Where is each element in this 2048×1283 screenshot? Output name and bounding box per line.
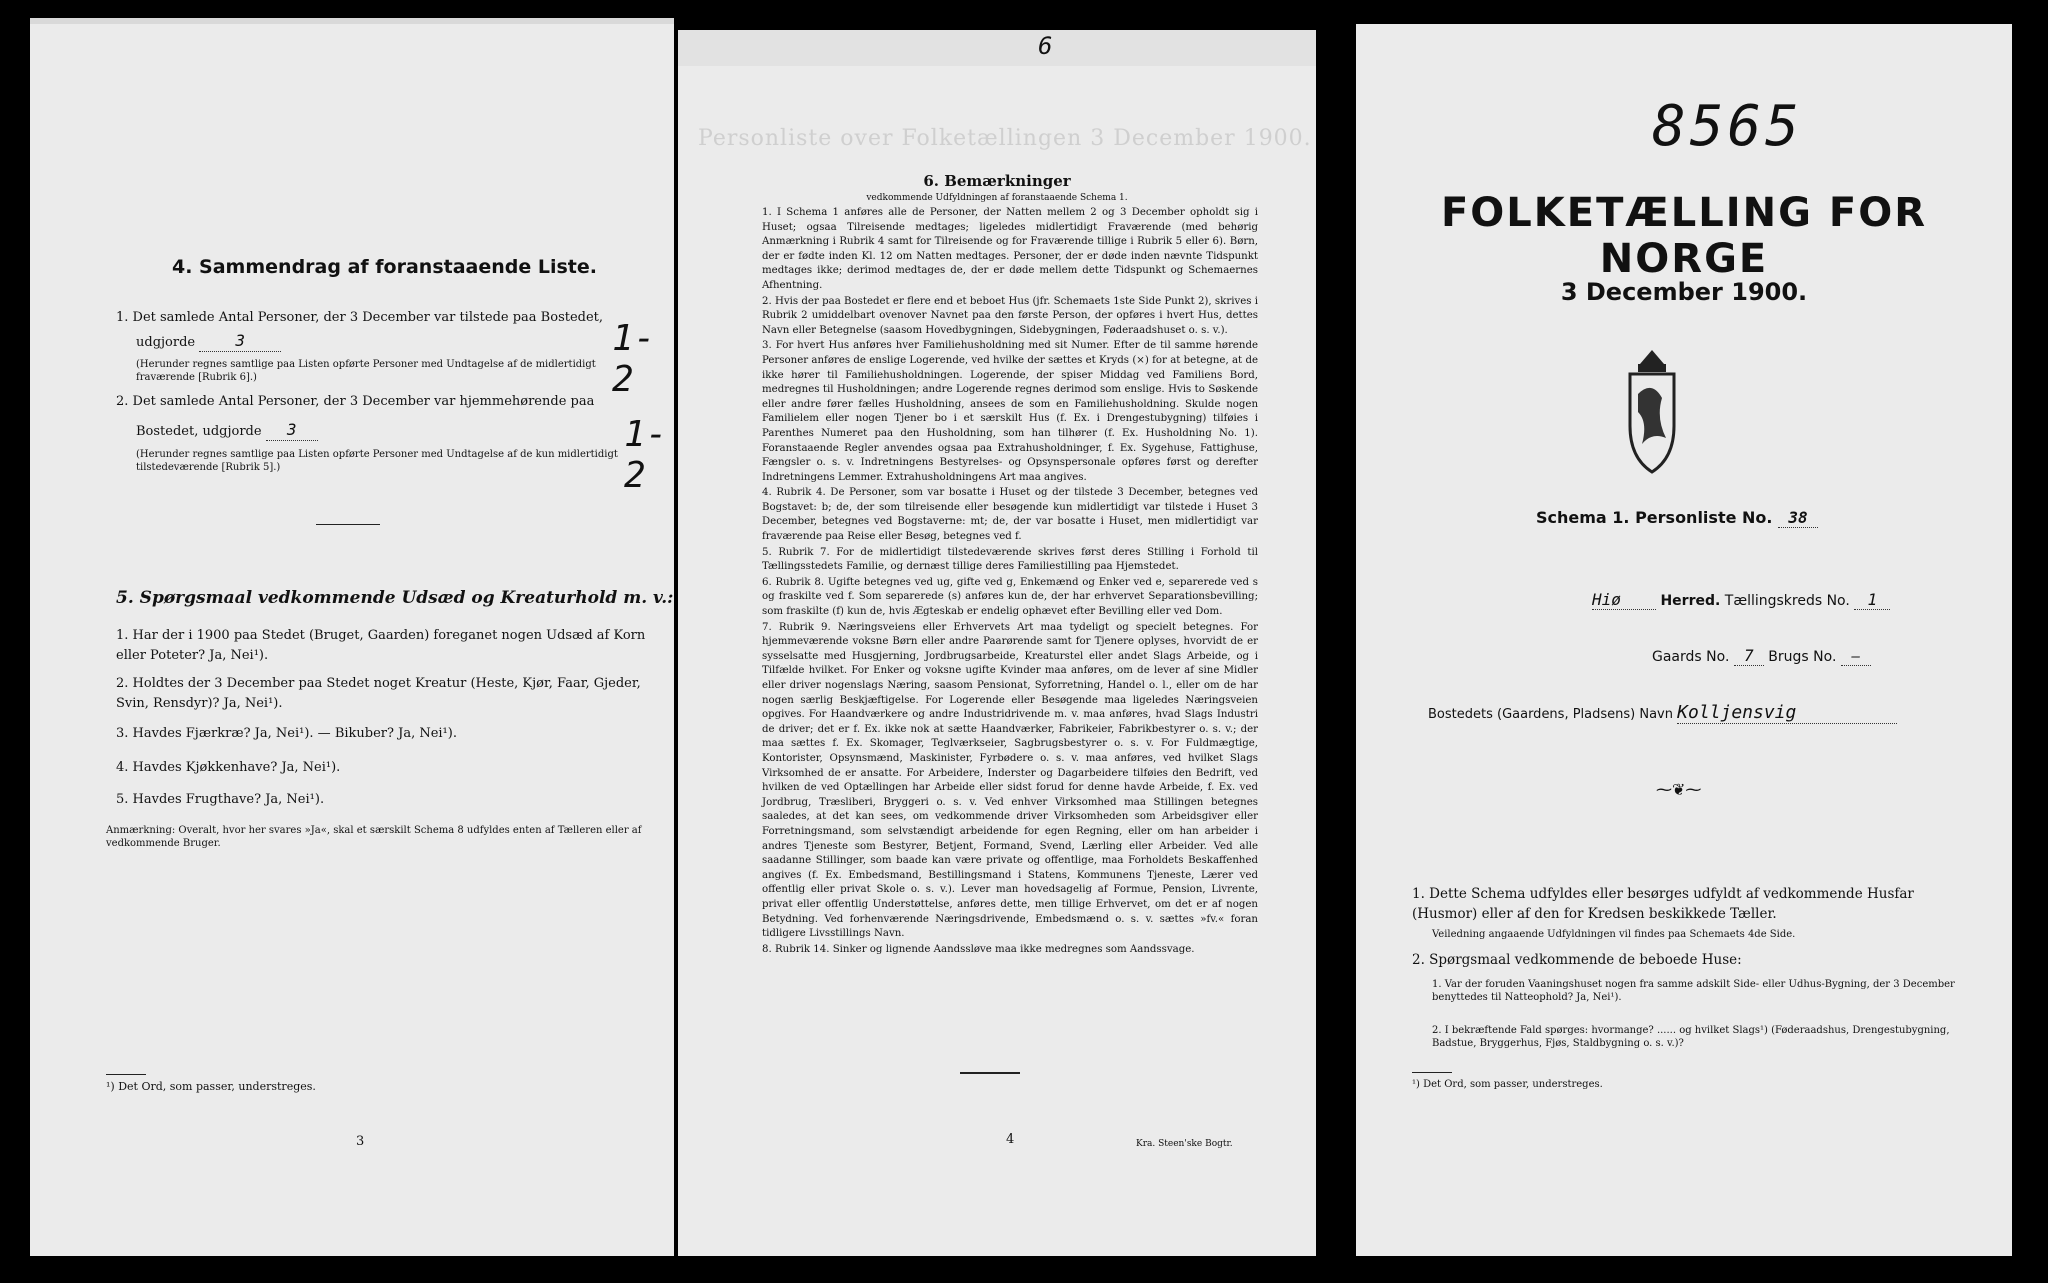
remarks-list — [762, 206, 1258, 958]
section5-title: 5. Spørgsmaal vedkommende Udsæd og Kreaturhold m. v.: — [116, 588, 674, 608]
bosted-line: Bostedets (Gaardens, Pladsens) Navn Kolljensvig — [1428, 702, 1897, 724]
remark-1: 1. I Schema 1 anføres alle de Personer, der Natten mellem 2 og 3 December opholdt sig i Huset; ogsaa Tilreisende medtages; ligeledes midlertidigt Fraværende (med behørig Anmærkning i Rubrik 4 samt for Tilreisende og for Fraværende tillige i Rubrik 5 eller 6). Børn, der er fødte inden Kl. 12 om Natten medtages. Personer, der er døde inden nævnte Tidspunkt medtages ikke; derimod medtages de, der er døde mellem dette Tidspunkt og Schemaernes Afhentning. — [762, 207, 1258, 291]
remark-7: 7. Rubrik 9. Næringsveiens eller Erhvervets Art maa tydeligt og specielt betegnes. For hjemmeværende voksne Børn eller andre Paarørende samt for Tjenere oplyses, hvorvidt de er sysselsatte med Husgjerning, Jordbrugsarbeide, Kreaturstel eller andet Slags Arbeide, og i Tilfælde hvilket. For Enker og voksne ugifte Kvinder maa anføres, om de lever af sine Midler eller driver nogenslags Næring, saasom Pensionat, Syforretning, Handel o. l., eller om de har nogen særlig Beskjæftigelse. For Logerende eller Besøgende maa ligeledes Næringsveien opgives. For Haandværkere og andre Industridrivende m. v. maa anføres, hvad Slags Industri de driver; det er f. Ex. ikke nok at sætte Haandværker, Fabrikeier, Fabrikbestyrer o. s. v.; der maa sættes f. Ex. Skomager, Teglværkseier, Sagbrugsbestyrer o. s. v. For Fuldmægtige, Kontorister, Opsynsmænd, Maskinister, Fyrbødere o. s. v. maa anføres, ved hvilket Slags Virksomhed de er ansatte. For Arbeidere, Inderster og Dagarbeidere tilføies den Bedrift, ved hvilken de ved Optællingen har Arbeide eller sidst forud for denne havde Arbeide, f. Ex. ved Jordbrug, Træsliberi, Bryggeri o. s. v. Ved enhver Virksomhed maa Stillingen betegnes saaledes, at det kan sees, om vedkommende driver Virksomheden som Arbeidsgiver eller Forretningsmand, som selvstændigt arbeidende for egen Regning, eller om han arbeider i andres Tjeneste som Bestyrer, Betjent, Formand, Svend, Lærling eller Arbeider. Ved alle saadanne Stillinger, som baade kan være private og offentlige, maa Forholdets Beskaffenhed angives (f. Ex. Embedsmand, Bestillingsmand i Statens, Kommunens Tjeneste, Lærer ved offentlig eller privat Skole o. s. v.). Lever man hovedsagelig af Formue, Pension, Livrente, privat eller offentlig Understøttelse, anføres dette, men tillige Erhvervet, om det er af nogen Betydning. Ved forhenværende Næringsdrivende, Embedsmænd o. s. v. sættes »fv.« foran tidligere Livsstillings Navn. — [762, 621, 1258, 940]
q1-margin-note: 1-2 — [612, 318, 656, 400]
footnote: ¹) Det Ord, som passer, understreges. — [1412, 1079, 1603, 1090]
s5-item-2: 2. Holdtes der 3 December paa Stedet noget Kreatur (Heste, Kjør, Faar, Gjeder, Svin, Rensdyr)? Ja, Nei¹). — [116, 676, 641, 711]
remark-5: 5. Rubrik 7. For de midlertidigt tilstedeværende skrives først deres Stilling i Forhold til Tællingsstedets Familie, og dernæst tillige deres Familiestilling paa Hjemstedet. — [762, 546, 1258, 573]
middle-page — [678, 30, 1316, 1256]
section4-title: 4. Sammendrag af foranstaaende Liste. — [172, 256, 597, 278]
page-number: 4 — [1006, 1132, 1015, 1147]
schema-line: Schema 1. Personliste No. 38 — [1536, 508, 1818, 528]
instruction-1: 1. Dette Schema udfyldes eller besørges udfyldt af vedkommende Husfar (Husmor) eller af den for Kredsen beskikkede Tæller. — [1412, 886, 1914, 922]
schema-value: 38 — [1778, 508, 1818, 528]
form-date: 3 December 1900. — [1560, 278, 1808, 306]
q1-note: (Herunder regnes samtlige paa Listen opførte Personer med Undtagelse af de midlertidigt fraværende [Rubrik 6].) — [136, 359, 596, 383]
right-page — [1356, 24, 2012, 1256]
herred-line: Hiø Herred. Tællingskreds No. 1 — [1592, 590, 1890, 610]
form-title: FOLKETÆLLING FOR NORGE — [1440, 190, 1928, 282]
remark-4: 4. Rubrik 4. De Personer, som var bosatte i Huset og der tilstede 3 December, betegnes ved Bogstavet: b; de, der som tilreisende eller besøgende kun midlertidigt var tilstede i Huset 3 December, betegnes ved Bogstaverne: mt; de, der var bosatte i Huset, men midlertidigt var fraværende paa Reise eller Besøg, betegnes ved f. — [762, 487, 1258, 543]
s5-item-3: 3. Havdes Fjærkræ? Ja, Nei¹). — Bikuber? Ja, Nei¹). — [116, 726, 457, 741]
brugs-value: — — [1841, 649, 1871, 666]
remark-2: 2. Hvis der paa Bostedet er flere end et beboet Hus (jfr. Schemaets 1ste Side Punkt 2), skrives i Rubrik 2 umiddelbart ovenover Navnet paa den første Person, der opføres i hvert Hus, dettes Navn eller Betegnelse (saasom Hovedbygningen, Sidebygningen, Føderaadshuset o. s. v.). — [762, 295, 1258, 336]
page-edge — [30, 18, 674, 24]
instruction-2-item-2: 2. I bekræftende Fald spørges: hvormange? ...... og hvilket Slags¹) (Føderaadshus, Drengestubygning, Badstue, Bryggerhus, Fjøs, Staldbygning o. s. v.)? — [1432, 1025, 1950, 1049]
q2-note: (Herunder regnes samtlige paa Listen opførte Personer med Undtagelse af de kun midlertidigt tilstedeværende [Rubrik 5].) — [136, 449, 618, 473]
s5-item-1: 1. Har der i 1900 paa Stedet (Bruget, Gaarden) foreganet nogen Udsæd af Korn eller Poteter? Ja, Nei¹). — [116, 628, 646, 663]
remarks-title: 6. Bemærkninger — [923, 172, 1071, 190]
printer: Kra. Steen'ske Bogtr. — [1136, 1139, 1233, 1149]
divider — [316, 524, 380, 525]
q2-margin-note: 1-2 — [624, 414, 668, 496]
divider — [960, 1072, 1020, 1074]
ornament-icon: ⁓❦⁓ — [1656, 780, 1702, 799]
q2-prefix: Bostedet, udgjorde 3 — [136, 420, 318, 442]
instruction-2-item-1: 1. Var der foruden Vaaningshuset nogen fra samme adskilt Side- eller Udhus-Bygning, der 3 December benyttedes til Natteophold? Ja, Nei¹). — [1432, 979, 1955, 1003]
q1-prefix: udgjorde 3 — [136, 331, 281, 353]
remark-6: 6. Rubrik 8. Ugifte betegnes ved ug, gifte ved g, Enkemænd og Enker ved e, separerede ved s og fraskilte ved f. Som separerede (s) anføres kun de, der har erhvervet Separationsbevilling; som fraskilte (f) kun de, hvis Ægteskab er endelig ophævet efter Bevilling eller ved Dom. — [762, 576, 1258, 618]
left-page — [30, 18, 674, 1256]
bosted-value: Kolljensvig — [1677, 702, 1897, 724]
footnote-rule — [1412, 1072, 1452, 1073]
gaards-line: Gaards No. 7 Brugs No. — — [1652, 646, 1871, 666]
s5-item-5: 5. Havdes Frugthave? Ja, Nei¹). — [116, 792, 325, 807]
folded-sheet-top — [678, 30, 1316, 66]
q2-text: 2. Det samlede Antal Personer, der 3 December var hjemmehørende paa — [116, 394, 595, 409]
instruction-1-note: Veiledning angaaende Udfyldningen vil findes paa Schemaets 4de Side. — [1432, 929, 1796, 940]
anmerkning: Anmærkning: Overalt, hvor her svares »Ja«, skal et særskilt Schema 8 udfyldes enten af Tælleren eller af vedkommende Bruger. — [106, 825, 642, 849]
footnote: ¹) Det Ord, som passer, understreges. — [106, 1080, 316, 1093]
archive-number: 8565 — [1652, 94, 1803, 159]
q1-text: 1. Det samlede Antal Personer, der 3 December var tilstede paa Bostedet, — [116, 310, 604, 325]
page-number: 3 — [356, 1134, 365, 1149]
herred-value: Hiø — [1592, 590, 1656, 610]
handwritten-top: 6 — [1038, 32, 1053, 60]
footnote-rule — [106, 1074, 146, 1075]
ghost-header: Personliste over Folketællingen 3 December 1900. — [698, 126, 1312, 151]
instruction-2: 2. Spørgsmaal vedkommende de beboede Huse: — [1412, 952, 1742, 968]
gaards-value: 7 — [1734, 646, 1764, 666]
q1-value: 3 — [199, 331, 281, 352]
remark-3: 3. For hvert Hus anføres hver Familiehusholdning med sit Numer. Efter de til samme hørende Personer anføres de enslige Logerende, ved hvilke der sættes et Kryds (×) for at betegne, at de ikke hører til Familiehusholdningen. Logerende, der spiser Middag ved Familiens Bord, medregnes til Husholdningen; andre Logerende regnes derimod som enslige. Hvis to Søskende eller andre fører fælles Husholdning, ansees de som en Familiehusholdning. Skulde nogen Familielem eller nogen Tjener bo i et særskilt Hus (f. Ex. i Drengestubygning) tilføies i Parenthes Numeret paa den Husholdning, som han tilhører (f. Ex. Husholdning No. 1). Foranstaaende Regler anvendes ogsaa paa Extrahusholdninger, f. Ex. Sygehuse, Fattighuse, Fængsler o. s. v. Indretningens Bestyrelses- og Opsynspersonale opføres først og derefter Indretningens Lemmer. Extrahusholdningens Art maa angives. — [762, 340, 1258, 483]
q2-value: 3 — [266, 420, 318, 441]
coat-of-arms-icon — [1622, 346, 1682, 496]
s5-item-4: 4. Havdes Kjøkkenhave? Ja, Nei¹). — [116, 760, 341, 775]
remark-8: 8. Rubrik 14. Sinker og lignende Aandssløve maa ikke medregnes som Aandssvage. — [762, 943, 1195, 955]
kreds-value: 1 — [1854, 590, 1890, 610]
remarks-subtitle: vedkommende Udfyldningen af foranstaaende Schema 1. — [866, 193, 1128, 203]
